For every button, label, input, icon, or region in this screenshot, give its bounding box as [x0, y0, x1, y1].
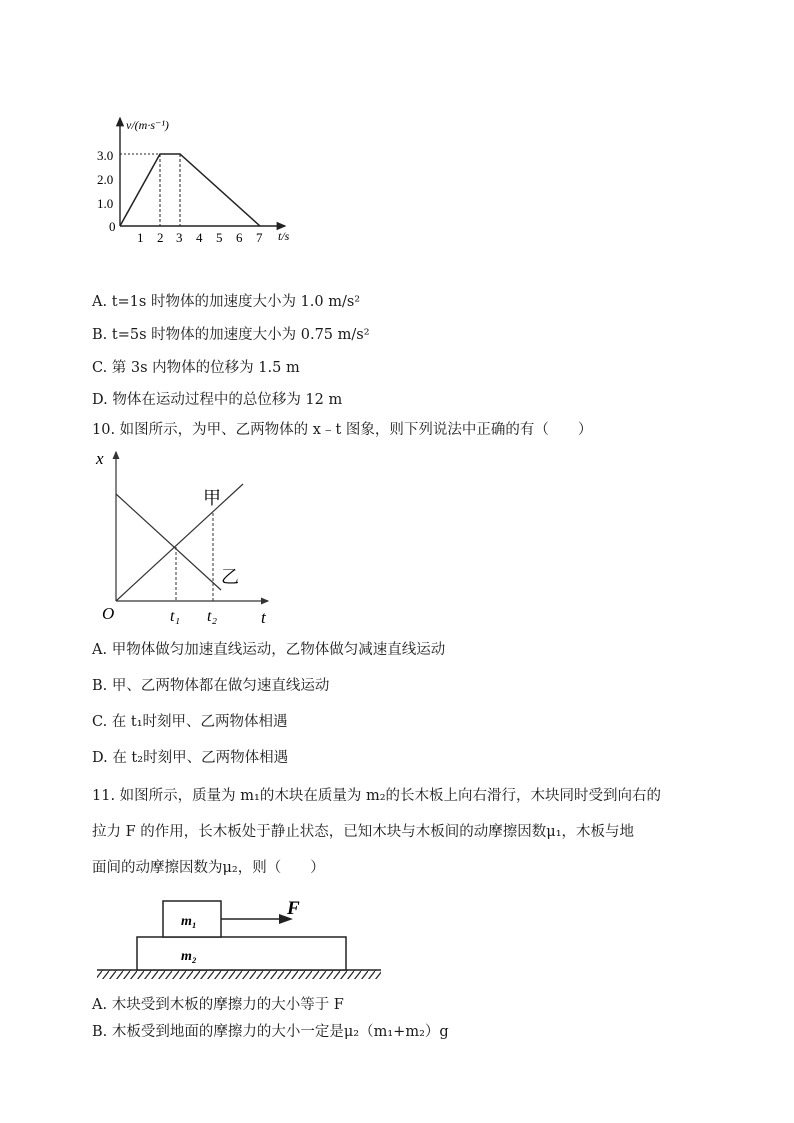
xt-t1-label: t₁ [170, 608, 181, 625]
q9-option-a: A. t=1s 时物体的加速度大小为 1.0 m/s² [92, 294, 361, 310]
q11-stem-line-3: 面间的动摩擦因数为μ₂，则（ ） [92, 860, 325, 876]
xt-yi-label: 乙 [221, 567, 239, 587]
q10-option-d: D. 在 t₂时刻甲、乙两物体相遇 [92, 750, 289, 766]
xt-line-yi [116, 494, 221, 590]
vt-velocity-line [120, 154, 260, 226]
xt-t2-label: t₂ [207, 608, 218, 625]
q11-option-a: A. 木块受到木板的摩擦力的大小等于 F [92, 997, 344, 1013]
vt-x-tick: 4 [196, 230, 203, 245]
vt-x-axis-label: t/s [278, 229, 290, 243]
q9-option-c: C. 第 3s 内物体的位移为 1.5 m [92, 360, 300, 376]
vt-y-tick: 2.0 [97, 172, 114, 187]
board-m2 [137, 937, 346, 970]
vt-x-tick: 6 [236, 230, 243, 245]
q10-option-a: A. 甲物体做匀加速直线运动，乙物体做匀减速直线运动 [92, 642, 446, 658]
vt-x-tick: 3 [176, 230, 183, 245]
force-label: F [287, 898, 300, 919]
q11-stem-line-2: 拉力 F 的作用，长木板处于静止状态，已知木块与木板间的动摩擦因数μ₁，木板与地 [92, 824, 635, 840]
q11-stem-line-1: 11. 如图所示，质量为 m₁的木块在质量为 m₂的长木板上向右滑行，木块同时受到向右的 [92, 788, 662, 804]
block-m1-label: m₁ [181, 914, 197, 929]
vt-y-tick: 3.0 [97, 148, 114, 163]
board-m2-label: m₂ [181, 949, 197, 964]
q10-option-c: C. 在 t₁时刻甲、乙两物体相遇 [92, 714, 288, 730]
xt-x-axis-label: t [261, 608, 266, 627]
xt-graph-figure [90, 448, 280, 630]
blocks-figure [95, 890, 385, 985]
vt-graph-figure [97, 110, 300, 245]
q10-option-b: B. 甲、乙两物体都在做匀速直线运动 [92, 678, 330, 694]
xt-y-axis-label: x [96, 449, 104, 468]
vt-x-tick: 7 [256, 230, 263, 245]
vt-x-tick: 2 [157, 230, 164, 245]
xt-jia-label: 甲 [203, 488, 221, 508]
ground-hatching [97, 970, 381, 979]
vt-y-axis-label: v/(m·s⁻¹) [126, 118, 169, 132]
vt-y-tick: 0 [109, 219, 116, 234]
q9-option-d: D. 物体在运动过程中的总位移为 12 m [92, 392, 343, 408]
vt-y-tick: 1.0 [97, 196, 114, 211]
vt-x-tick: 5 [216, 230, 223, 245]
q9-option-b: B. t=5s 时物体的加速度大小为 0.75 m/s² [92, 327, 370, 343]
q10-stem: 10. 如图所示，为甲、乙两物体的 x﹣t 图象，则下列说法中正确的有（ ） [92, 422, 593, 438]
vt-x-tick: 1 [137, 230, 144, 245]
xt-origin-label: O [102, 604, 115, 623]
q11-option-b: B. 木板受到地面的摩擦力的大小一定是μ₂（m₁+m₂）g [92, 1024, 449, 1040]
